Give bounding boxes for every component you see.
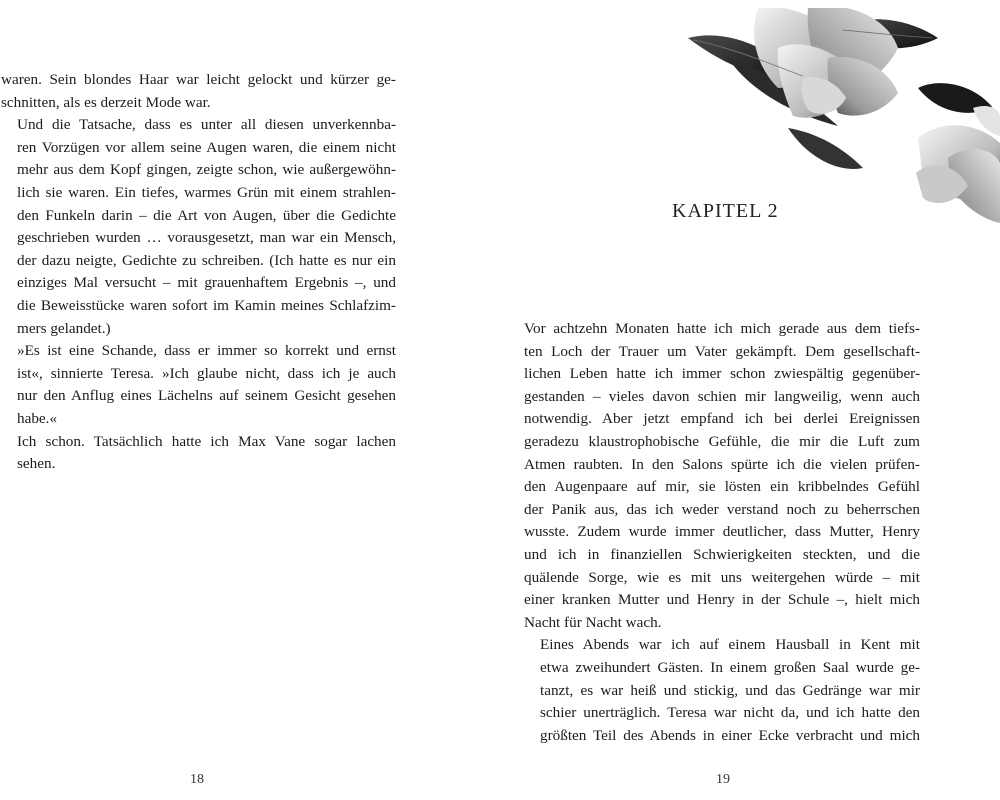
paragraph xyxy=(1,69,396,114)
page-number-left: 18 xyxy=(190,772,204,787)
text-line: den Augenpaare auf mir, sie lösten ein kribbelndes Gefühl xyxy=(524,478,920,496)
text-line: lich sie waren. Ein tiefes, warmes Grün mit einem strahlen- xyxy=(17,183,396,201)
text-line: waren. Sein blondes Haar war leicht gelockt und kürzer ge- xyxy=(1,71,396,88)
text-line: geschrieben wurden … vorausgesetzt, man war ein Mensch, xyxy=(17,229,396,247)
text-line: lichen Leben hatte ich immer schon zwiespältig gegenüber- xyxy=(524,365,920,383)
text-line: notwendig. Aber jetzt empfand ich bei derlei Ereignissen xyxy=(524,410,920,428)
paragraph xyxy=(1,340,396,430)
text-line: mers gelandet.) xyxy=(17,319,111,337)
text-line: geradezu klaustrophobische Gefühle, die mir die Luft zum xyxy=(524,432,920,450)
text-line: Nacht für Nacht wach. xyxy=(524,613,662,631)
paragraph xyxy=(1,431,396,476)
magnolia-illustration xyxy=(688,8,1000,223)
text-line: der Panik aus, das ich weder verstand noch zu beherrschen xyxy=(524,500,920,518)
text-line: schier unerträglich. Teresa war nicht da, und ich hatte den xyxy=(540,704,920,722)
paragraph xyxy=(524,634,920,747)
text-line: Eines Abends war ich auf einem Hausball in Kent mit xyxy=(540,636,920,654)
text-line: habe.« xyxy=(17,409,58,427)
text-line: ren Vorzügen vor allem seine Augen waren, die einem nicht xyxy=(17,138,396,156)
text-line: Ich schon. Tatsächlich hatte ich Max Vane sogar lachen xyxy=(17,432,396,450)
text-line: die Beweisstücke waren sofort im Kamin meines Schlafzim- xyxy=(17,296,396,314)
text-line: wusste. Zudem wurde immer deutlicher, dass Mutter, Henry xyxy=(524,523,920,541)
text-line: quälende Sorge, wie es mit uns weitergehen würde – mit xyxy=(524,568,920,586)
text-line: nur den Anflug eines Lächelns auf seinem Gesicht gesehen xyxy=(17,387,396,405)
text-line: sehen. xyxy=(17,455,56,473)
text-line: der dazu neigte, Gedichte zu schreiben. (Ich hatte es nur ein xyxy=(17,251,396,269)
page-number-right: 19 xyxy=(716,772,730,787)
text-line: tanzt, es war heiß und stickig, und das Gedränge war mir xyxy=(540,681,920,699)
text-line: und ich in finanziellen Schwierigkeiten steckten, und die xyxy=(524,545,920,563)
paragraph xyxy=(524,318,920,634)
text-line: etwa zweihundert Gästen. In einem großen Saal wurde ge- xyxy=(540,658,920,676)
text-line: ten Loch der Trauer um Vater gekämpft. Dem gesellschaft- xyxy=(524,342,920,360)
text-line: gestanden – vieles davon schien mir langweilig, wenn auch xyxy=(524,387,920,405)
right-page xyxy=(500,0,1000,800)
text-line: einer kranken Mutter und Henry in der Schule –, hielt mich xyxy=(524,591,920,609)
text-line: Vor achtzehn Monaten hatte ich mich gerade aus dem tiefs- xyxy=(524,320,920,337)
text-line: Atmen raubten. In den Salons spürte ich die vielen prüfen- xyxy=(524,455,920,473)
text-line: den Funkeln darin – die Art von Augen, über die Gedichte xyxy=(17,206,396,224)
paragraph xyxy=(1,114,396,340)
text-line: Und die Tatsache, dass es unter all diesen unverkennba- xyxy=(17,116,396,134)
text-line: ist«, sinnierte Teresa. »Ich glaube nicht, dass ich je auch xyxy=(17,364,396,382)
text-line: »Es ist eine Schande, dass er immer so korrekt und ernst xyxy=(17,342,396,360)
text-line: einziges Mal versucht – mit grauenhaftem Ergebnis –, und xyxy=(17,274,396,292)
chapter-title: KAPITEL 2 xyxy=(672,200,779,222)
right-body-text xyxy=(524,318,920,747)
text-line: schnitten, als es derzeit Mode war. xyxy=(1,93,211,111)
left-body-text xyxy=(1,69,396,476)
text-line: mehr aus dem Kopf gingen, zeigte schon, wie außergewöhn- xyxy=(17,161,396,179)
text-line: größten Teil des Abends in einer Ecke verbracht und mich xyxy=(540,726,920,744)
